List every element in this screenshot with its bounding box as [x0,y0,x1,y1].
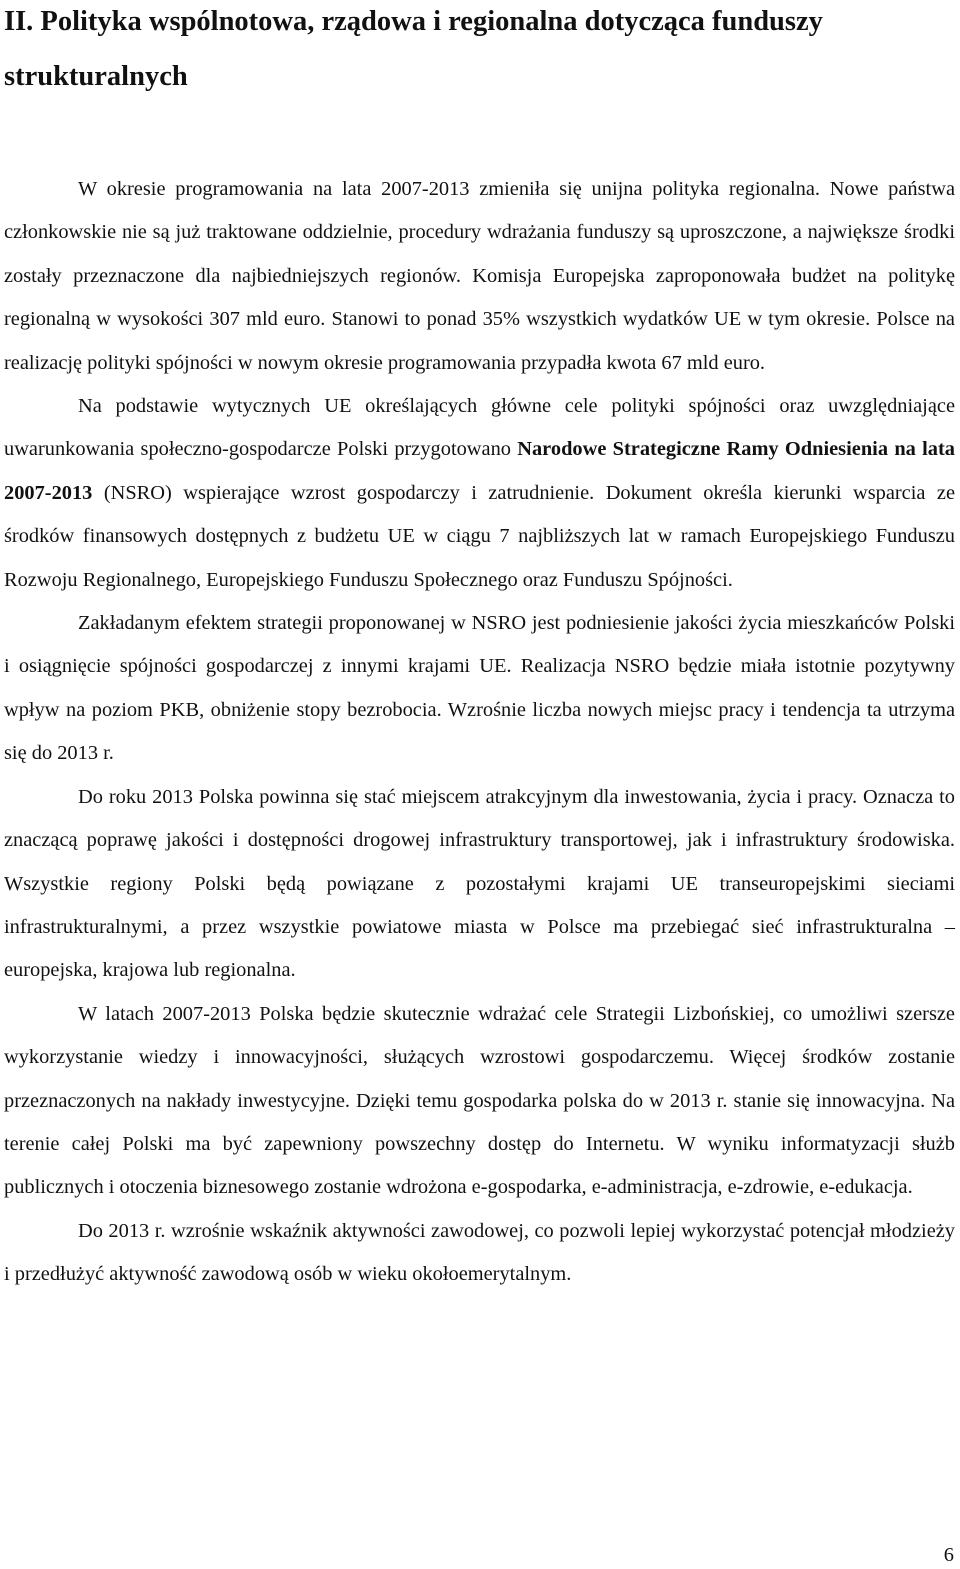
paragraph-3: Zakładanym efektem strategii proponowanej w NSRO jest podniesienie jakości życia mieszkańców Polski i osiągnięcie spójności gospodarczej z innymi krajami UE. Realizacja NSRO będzie miała istotnie pozytywny wpływ na poziom PKB, obniżenie stopy bezrobocia. Wzrośnie liczba nowych miejsc pracy i tendencja ta utrzyma się do 2013 r. [4,612,955,765]
paragraph-2-text-before: Na podstawie wytycznych UE określających główne cele polityki spójności oraz uwzględniające uwarunkowania społeczno-gospodarcze Polski przygotowano [4,395,955,461]
paragraph-6: Do 2013 r. wzrośnie wskaźnik aktywności zawodowej, co pozwoli lepiej wykorzystać potencjał młodzieży i przedłużyć aktywność zawodową osób w wieku okołoemerytalnym. [4,1219,955,1286]
paragraph-5: W latach 2007-2013 Polska będzie skutecznie wdrażać cele Strategii Lizbońskiej, co umożliwi szersze wykorzystanie wiedzy i innowacyjności, służących wzrostowi gospodarczemu. Więcej środków zostanie przeznaczonych na nakłady inwestycyjne. Dzięki temu gospodarka polska do w 2013 r. stanie się innowacyjna. Na terenie całej Polski ma być zapewniony powszechny dostęp do Internetu. W wyniku informatyzacji służb publicznych i otoczenia biznesowego zostanie wdrożona e-gospodarka, e-administracja, e-zdrowie, e-edukacja. [4,1002,955,1199]
paragraph-2 [4,385,955,602]
document-body [4,168,955,1297]
paragraph-1: W okresie programowania na lata 2007-2013 zmieniła się unijna polityka regionalna. Nowe państwa członkowskie nie są już traktowane oddzielnie, procedury wdrażania funduszy są uproszczone, a największe środki zostały przeznaczone dla najbiedniejszych regionów. Komisja Europejska zaproponowała budżet na politykę regionalną w wysokości 307 mld euro. Stanowi to ponad 35% wszystkich wydatków UE w tym okresie. Polsce na realizację polityki spójności w nowym okresie programowania przypadła kwota 67 mld euro. [4,178,955,374]
paragraph-2-bold-title: Narodowe Strategiczne Ramy Odniesienia na lata 2007-2013 [4,438,955,504]
section-heading: II. Polityka wspólnotowa, rządowa i regionalna dotycząca funduszy strukturalnych [4,6,823,92]
paragraph-4: Do roku 2013 Polska powinna się stać miejscem atrakcyjnym dla inwestowania, życia i pracy. Oznacza to znaczącą poprawę jakości i dostępności drogowej infrastruktury transportowej, jak i infrastruktury środowiska. Wszystkie regiony Polski będą powiązane z pozostałymi krajami UE transeuropejskimi sieciami infrastrukturalnymi, a przez wszystkie powiatowe miasta w Polsce ma przebiegać sieć infrastrukturalna – europejska, krajowa lub regionalna. [4,785,955,982]
paragraph-2-text-after: (NSRO) wspierające wzrost gospodarczy i zatrudnienie. Dokument określa kierunki wsparcia ze środków finansowych dostępnych z budżetu UE w ciągu 7 najbliższych lat w ramach Europejskiego Funduszu Rozwoju Regionalnego, Europejskiego Funduszu Społecznego oraz Funduszu Spójności. [4,481,955,591]
page-number: 6 [943,1544,954,1566]
